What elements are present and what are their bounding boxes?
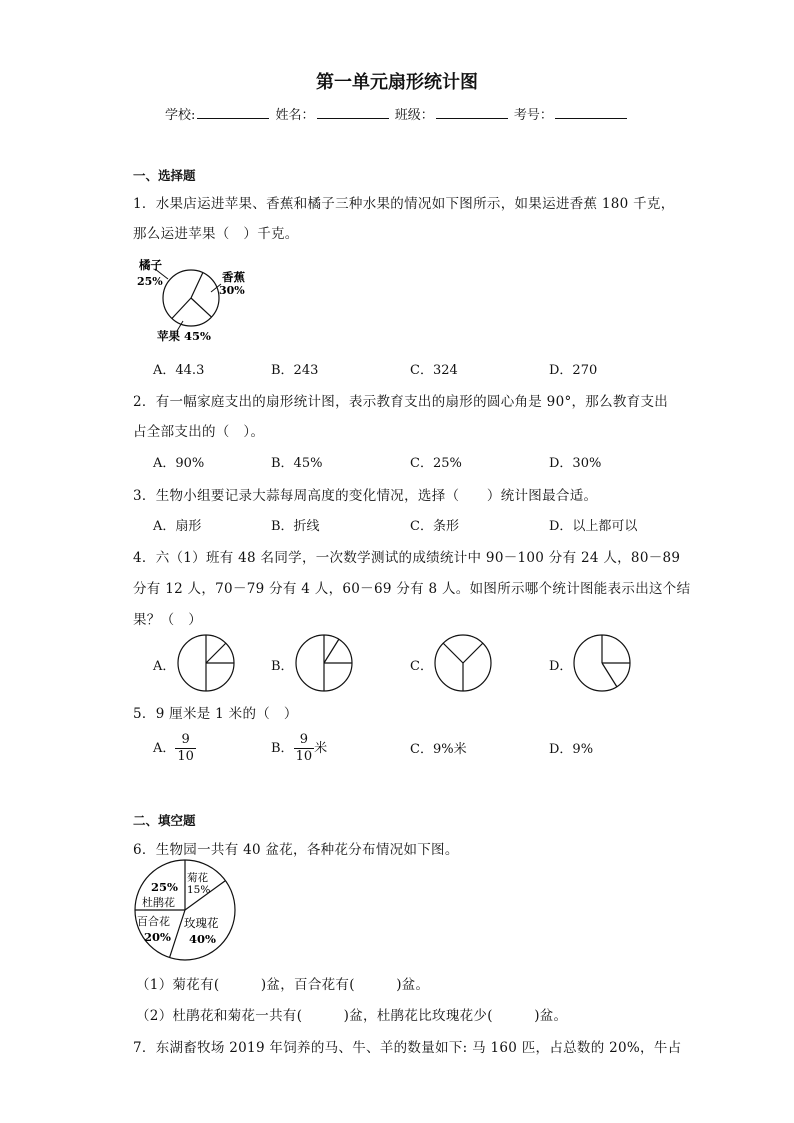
- q5-option-a-fraction: [175, 732, 196, 765]
- class-label: 班级：: [394, 108, 434, 123]
- q4-pie-b[interactable]: [294, 633, 356, 693]
- q6-label-rose-pct: 40%: [189, 932, 216, 946]
- q6-label-chrys: 菊花: [187, 872, 208, 884]
- q4-option-c[interactable]: C．: [410, 659, 433, 674]
- q1-label-banana-pct: 30%: [219, 284, 245, 297]
- q3-text-line1: 3．生物小组要记录大蒜每周高度的变化情况，选择（ ）统计图最合适。: [133, 488, 598, 504]
- school-blank[interactable]: [197, 106, 269, 119]
- q6-sub2: （2）杜鹃花和菊花一共有( )盆，杜鹃花比玫瑰花少( )盆。: [136, 1008, 568, 1024]
- q2-option-d[interactable]: D．30%: [549, 456, 602, 471]
- q3-option-c[interactable]: C．条形: [410, 519, 459, 534]
- q6-label-chrys-pct: 15%: [187, 884, 211, 896]
- q5-option-b-fraction: [294, 732, 315, 765]
- q5-option-b-unit: 米: [314, 741, 328, 756]
- q4-pie-a[interactable]: [176, 633, 238, 693]
- q5-option-b[interactable]: [271, 732, 327, 765]
- q1-label-apple: 苹果 45%: [157, 329, 211, 343]
- q3-option-d[interactable]: D．以上都可以: [549, 519, 638, 534]
- q2-option-a[interactable]: A．90%: [153, 456, 205, 471]
- q5-text-line1: 5．9 厘米是 1 米的（ ）: [133, 706, 298, 722]
- number-blank[interactable]: [555, 106, 627, 119]
- q1-label-orange: 橘子: [139, 258, 162, 272]
- q6-text-line1: 6．生物园一共有 40 盆花，各种花分布情况如下图。: [133, 842, 459, 858]
- name-label: 姓名：: [275, 108, 315, 123]
- q1-pie-chart: [133, 255, 263, 350]
- q6-label-lily-pct: 20%: [144, 930, 171, 944]
- q3-option-a[interactable]: A．扇形: [153, 519, 202, 534]
- q1-option-d[interactable]: D．270: [549, 363, 598, 378]
- q6-label-azalea: 杜鹃花: [142, 896, 175, 909]
- page-title: 第一单元扇形统计图: [316, 72, 478, 93]
- q2-text-line1: 2．有一幅家庭支出的扇形统计图，表示教育支出的扇形的圆心角是 90°，那么教育支出: [133, 394, 669, 410]
- q4-pie-c[interactable]: [433, 633, 495, 693]
- q5-option-b-prefix: B．: [271, 741, 294, 756]
- q4-option-b[interactable]: B．: [271, 659, 294, 674]
- q5-option-a-prefix: A．: [153, 741, 176, 756]
- student-info-line: [165, 104, 629, 123]
- class-blank[interactable]: [436, 106, 508, 119]
- q1-option-c[interactable]: C．324: [410, 363, 458, 378]
- q4-text-line3: 果？（ ）: [133, 612, 202, 628]
- q6-pie-chart: [133, 858, 243, 962]
- q2-option-b[interactable]: B．45%: [271, 456, 323, 471]
- section-title-choice: 一、选择题: [133, 168, 196, 183]
- q5-a-denominator: 10: [177, 749, 194, 764]
- q7-text-line1: 7．东湖畜牧场 2019 年饲养的马、牛、羊的数量如下: 马 160 匹，占总数的 20%，牛占: [133, 1040, 682, 1056]
- q6-sub1: （1）菊花有( )盆，百合花有( )盆。: [136, 977, 430, 993]
- q5-b-numerator: 9: [294, 732, 315, 749]
- q4-option-d[interactable]: D．: [549, 659, 573, 674]
- q2-text-line2: 占全部支出的（ ）。: [133, 424, 265, 440]
- q4-pie-d[interactable]: [572, 633, 634, 693]
- q1-option-a[interactable]: A．44.3: [153, 363, 205, 378]
- q1-text-line2: 那么运进苹果（ ）千克。: [133, 226, 299, 242]
- q5-option-d[interactable]: D．9%: [549, 742, 594, 757]
- q5-a-numerator: 9: [175, 732, 196, 749]
- q1-option-b[interactable]: B．243: [271, 363, 319, 378]
- q6-label-lily: 百合花: [137, 915, 170, 928]
- q6-label-rose: 玫瑰花: [184, 916, 219, 930]
- q1-label-banana: 香蕉: [222, 270, 245, 284]
- school-label: 学校:: [165, 108, 196, 123]
- q5-b-denominator: 10: [295, 749, 313, 764]
- q4-option-a[interactable]: A．: [153, 659, 176, 674]
- name-blank[interactable]: [317, 106, 389, 119]
- number-label: 考号：: [513, 108, 553, 123]
- q4-text-line2: 分有 12 人，70－79 分有 4 人，60－69 分有 8 人。如图所示哪个统计图能表示出这个结: [133, 581, 691, 597]
- q1-label-orange-pct: 25%: [137, 275, 163, 288]
- q3-option-b[interactable]: B．折线: [271, 519, 320, 534]
- q6-label-azalea-pct: 25%: [151, 880, 178, 894]
- q5-option-a[interactable]: [153, 732, 196, 765]
- section-title-fill: 二、填空题: [133, 813, 196, 828]
- q4-text-line1: 4．六（1）班有 48 名同学，一次数学测试的成绩统计中 90－100 分有 24 人，80－89: [133, 550, 681, 566]
- q5-option-c[interactable]: C．9%米: [410, 742, 467, 757]
- q1-text-line1: 1．水果店运进苹果、香蕉和橘子三种水果的情况如下图所示，如果运进香蕉 180 千克，: [133, 196, 675, 212]
- q2-option-c[interactable]: C．25%: [410, 456, 462, 471]
